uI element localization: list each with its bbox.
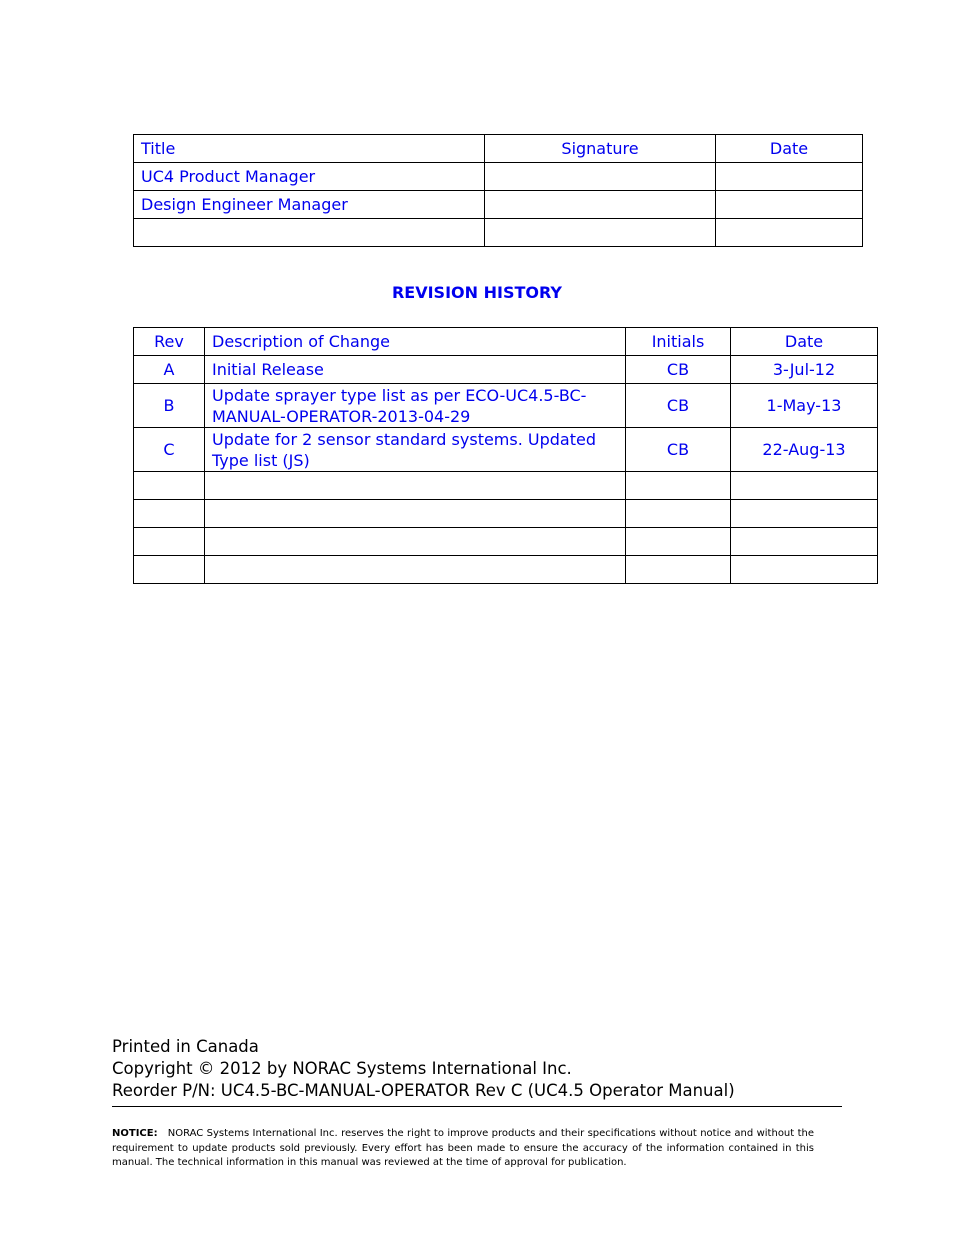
approval-date-cell xyxy=(716,163,863,191)
approval-row xyxy=(134,163,863,191)
header-description: Description of Change xyxy=(205,328,626,356)
approval-header-row xyxy=(134,135,863,163)
header-initials: Initials xyxy=(626,328,731,356)
date-cell xyxy=(731,528,878,556)
date-cell: 1-May-13 xyxy=(731,384,878,428)
header-date: Date xyxy=(731,328,878,356)
approval-row xyxy=(134,219,863,247)
approval-table xyxy=(133,134,863,247)
description-cell xyxy=(205,472,626,500)
header-signature: Signature xyxy=(485,135,716,163)
revision-row xyxy=(134,384,878,428)
initials-cell xyxy=(626,472,731,500)
initials-cell: CB xyxy=(626,356,731,384)
approval-signature-cell xyxy=(485,163,716,191)
footer-block xyxy=(112,1036,735,1102)
date-cell: 3-Jul-12 xyxy=(731,356,878,384)
approval-title-cell: Design Engineer Manager xyxy=(134,191,485,219)
description-cell xyxy=(205,528,626,556)
initials-cell xyxy=(626,500,731,528)
rev-cell xyxy=(134,472,205,500)
rev-cell: B xyxy=(134,384,205,428)
notice-text: NORAC Systems International Inc. reserves the right to improve products and their specifications without notice and without the requirement to update products sold previously. Every effort has been made to ensure the accuracy of the information contained in this manual. The technical information in this manual was reviewed at the time of approval for publication. xyxy=(112,1128,814,1168)
rev-cell xyxy=(134,500,205,528)
initials-cell xyxy=(626,528,731,556)
approval-signature-cell xyxy=(485,219,716,247)
header-date: Date xyxy=(716,135,863,163)
description-cell xyxy=(205,556,626,584)
approval-title-cell xyxy=(134,219,485,247)
reorder-text: Reorder P/N: UC4.5-BC-MANUAL-OPERATOR Rev C (UC4.5 Operator Manual) xyxy=(112,1081,735,1100)
date-cell xyxy=(731,500,878,528)
header-rev: Rev xyxy=(134,328,205,356)
revision-row xyxy=(134,428,878,472)
revision-header-row xyxy=(134,328,878,356)
date-cell xyxy=(731,472,878,500)
approval-date-cell xyxy=(716,219,863,247)
footer-divider xyxy=(112,1106,842,1107)
approval-row xyxy=(134,191,863,219)
revision-history-heading: REVISION HISTORY xyxy=(391,283,563,302)
rev-cell xyxy=(134,528,205,556)
date-cell xyxy=(731,556,878,584)
revision-row xyxy=(134,556,878,584)
description-cell: Initial Release xyxy=(205,356,626,384)
notice-paragraph xyxy=(112,1127,814,1171)
approval-date-cell xyxy=(716,191,863,219)
description-cell: Update for 2 sensor standard systems. Updated Type list (JS) xyxy=(205,428,626,472)
revision-row xyxy=(134,356,878,384)
rev-cell xyxy=(134,556,205,584)
revision-row xyxy=(134,472,878,500)
revision-table xyxy=(133,327,878,584)
notice-label: NOTICE: xyxy=(112,1128,158,1139)
revision-row xyxy=(134,528,878,556)
revision-row xyxy=(134,500,878,528)
approval-signature-cell xyxy=(485,191,716,219)
copyright-text: Copyright © 2012 by NORAC Systems International Inc. xyxy=(112,1059,572,1078)
description-cell: Update sprayer type list as per ECO-UC4.5-BC-MANUAL-OPERATOR-2013-04-29 xyxy=(205,384,626,428)
rev-cell: C xyxy=(134,428,205,472)
header-title: Title xyxy=(134,135,485,163)
printed-in-text: Printed in Canada xyxy=(112,1037,259,1056)
approval-title-cell: UC4 Product Manager xyxy=(134,163,485,191)
initials-cell: CB xyxy=(626,428,731,472)
description-cell xyxy=(205,500,626,528)
initials-cell: CB xyxy=(626,384,731,428)
rev-cell: A xyxy=(134,356,205,384)
date-cell: 22-Aug-13 xyxy=(731,428,878,472)
initials-cell xyxy=(626,556,731,584)
